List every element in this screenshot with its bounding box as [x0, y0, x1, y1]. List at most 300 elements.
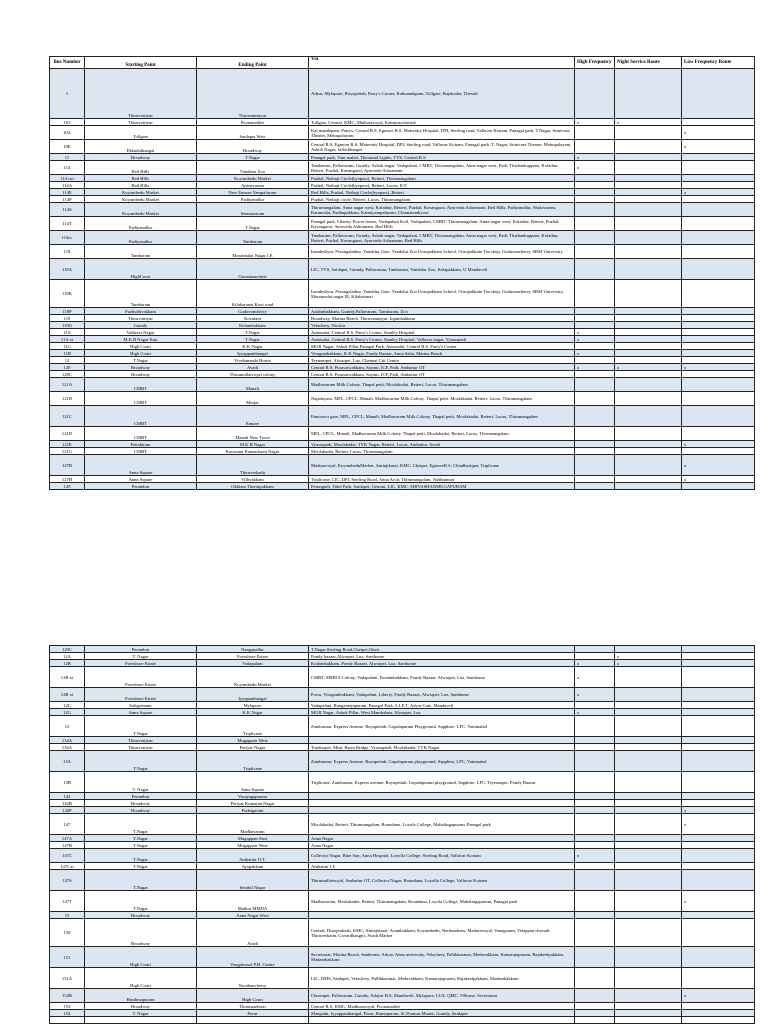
via-cell: Central R.S, KMC, Madhuravoyal, Poonamallee — [309, 1003, 575, 1010]
starting-point-cell: Koyambedu Market — [85, 196, 197, 203]
high-frequency-cell — [575, 126, 615, 140]
night-service-cell — [615, 315, 682, 322]
via-cell: Aadambakkam, Guindy,Pallavaram, Tambaram, Zoo — [309, 308, 575, 315]
ending-point-cell — [197, 1017, 309, 1024]
low-frequency-cell — [682, 737, 755, 744]
bus-number-cell: 118A — [50, 259, 85, 280]
table-row — [50, 203, 755, 217]
ending-point-cell: Villivakkam — [197, 476, 309, 483]
high-frequency-cell — [575, 441, 615, 448]
high-frequency-cell — [575, 245, 615, 259]
starting-point-cell: Padiyanallur — [85, 217, 197, 231]
starting-point-cell: High Court — [85, 350, 197, 357]
high-frequency-cell — [575, 1017, 615, 1024]
starting-point-cell: Thiruvottiyur — [85, 737, 197, 744]
via-cell: Puzhal, Nethaji Circle(byepass), Retteri, Thirumangalam — [309, 175, 575, 182]
night-service-cell — [615, 989, 682, 1003]
starting-point-cell: Foreshore Estate — [85, 667, 197, 688]
ending-point-cell: Madhavaram — [197, 814, 309, 835]
night-service-cell — [615, 441, 682, 448]
night-service-cell — [615, 245, 682, 259]
bus-number-cell: 147 — [50, 814, 85, 835]
starting-point-cell: Broadway — [85, 364, 197, 371]
via-cell: Teynampet, Alwarpet, Luz, Chennai Citi Centre — [309, 357, 575, 364]
bus-number-cell: 12B — [50, 660, 85, 667]
table-row — [50, 709, 755, 716]
high-frequency-cell — [575, 483, 615, 490]
bus-number-cell: 134A — [50, 737, 85, 744]
high-frequency-cell — [575, 357, 615, 364]
high-frequency-cell — [575, 69, 615, 119]
via-cell: Puzhal, Nethaji circle, Retteri, Lucas, Thirumangalam — [309, 196, 575, 203]
low-frequency-cell — [682, 308, 755, 315]
table-row — [50, 835, 755, 842]
bus-number-cell: 13B — [50, 772, 85, 793]
low-frequency-cell — [682, 870, 755, 891]
bus-number-cell: 114E — [50, 189, 85, 196]
night-service-cell — [615, 891, 682, 912]
starting-point-cell: Broadway — [85, 912, 197, 919]
ending-point-cell: Minjur — [197, 392, 309, 406]
table-row — [50, 947, 755, 968]
high-frequency-cell — [575, 406, 615, 427]
table-row — [50, 919, 755, 947]
table-row — [50, 751, 755, 772]
night-service-cell — [615, 863, 682, 870]
ending-point-cell: T.Nagar — [197, 154, 309, 161]
ending-point-cell: Thirumullaivoyal colony — [197, 371, 309, 378]
via-cell: Perungudi, Tidel Park, Saidapet, Gemini, LIC, KMC, SHIVASHANMUGAPURAM — [309, 483, 575, 490]
via-cell: Kodambakkam, Pondy Bazaar, Alwarpet, Luz, Santhome — [309, 660, 575, 667]
table-row — [50, 392, 755, 406]
ending-point-cell: K.K Nagar — [197, 343, 309, 350]
low-frequency-cell — [682, 483, 755, 490]
ending-point-cell: Mathur MMDA — [197, 891, 309, 912]
bus-number-cell: 147A — [50, 835, 85, 842]
low-frequency-cell: x — [682, 140, 755, 154]
high-frequency-cell — [575, 196, 615, 203]
route-rows — [50, 69, 755, 490]
low-frequency-cell — [682, 69, 755, 119]
high-frequency-cell — [575, 203, 615, 217]
bus-number-cell: 12B xt — [50, 667, 85, 688]
ending-point-cell: High Court — [197, 989, 309, 1003]
low-frequency-cell — [682, 912, 755, 919]
low-frequency-cell: x — [682, 807, 755, 814]
table-row — [50, 231, 755, 245]
via-cell: Collector Nagar, Blue Star, Anna Hospital, Loyolla College, Sterling Road, Valluvar Kottam — [309, 849, 575, 863]
low-frequency-cell — [682, 919, 755, 947]
via-cell: Ambattur I.E — [309, 863, 575, 870]
bus-number-cell: 147B — [50, 842, 85, 849]
low-frequency-cell: x — [682, 126, 755, 140]
low-frequency-cell — [682, 1017, 755, 1024]
table-row — [50, 842, 755, 849]
table-row — [50, 483, 755, 490]
via-cell: Thirumangalam, Anna nagar west, Kolathur, Retteri, Puzhal, Kavangarai, Ayurveda Ashramam, Red Hills, Padiyanallur, Sholavaram, Karanodai, Pudhupakkam, Kanniyampalayam, Chinnamadiyoor — [309, 203, 575, 217]
bus-number-cell: 142P — [50, 807, 85, 814]
low-frequency-cell — [682, 329, 755, 336]
high-frequency-cell — [575, 1010, 615, 1017]
high-frequency-cell — [575, 716, 615, 737]
low-frequency-cell — [682, 849, 755, 863]
high-frequency-cell — [575, 800, 615, 807]
starting-point-cell: Valluvar Nagar — [85, 329, 197, 336]
via-cell: MGR Nagar, Ashok Pillar, West Mambalam, Alwarpet, Luz — [309, 709, 575, 716]
ending-point-cell: Mugappair West — [197, 842, 309, 849]
night-service-cell — [615, 154, 682, 161]
bus-number-cell: 114cc — [50, 231, 85, 245]
ending-point-cell: Nanganallur — [197, 646, 309, 653]
high-frequency-cell: x — [575, 119, 615, 126]
low-frequency-cell — [682, 154, 755, 161]
starting-point-cell — [85, 1017, 197, 1024]
high-frequency-cell — [575, 231, 615, 245]
table-row — [50, 427, 755, 441]
night-service-cell — [615, 646, 682, 653]
ending-point-cell: Oorantaancheri — [197, 259, 309, 280]
night-service-cell: x — [615, 653, 682, 660]
table-row — [50, 315, 755, 322]
starting-point-cell: Tambaram — [85, 280, 197, 308]
night-service-cell — [615, 947, 682, 968]
high-frequency-cell — [575, 392, 615, 406]
night-service-cell — [615, 126, 682, 140]
night-service-cell — [615, 667, 682, 688]
high-frequency-cell — [575, 427, 615, 441]
night-service-cell — [615, 329, 682, 336]
via-cell: Panagal park, Liberty, Power house, Vadapalani Koil, Vadapalani, CMBT, Thirumangalam, Anna nagar west, Kolathur, Retteri, Puzhal, Kavangarai, Ayurveda Ashramam, Red Hills — [309, 217, 575, 231]
via-cell: Pondy bazaar,Alwarpet, Luz, Santhome — [309, 653, 575, 660]
ending-point-cell: Ayapakkam — [197, 863, 309, 870]
low-frequency-cell: x — [682, 476, 755, 483]
night-service-cell — [615, 807, 682, 814]
starting-point-cell: Koyambedu Market — [85, 189, 197, 196]
bus-number-cell: 121E — [50, 441, 85, 448]
night-service-cell — [615, 140, 682, 154]
starting-point-cell: Hasthinapuram — [85, 989, 197, 1003]
via-cell: Tambaram, Pallavaram, Guindy, Ashok nagar, Vadapalani, CMBT, Thirumangalam, Anna nagar west, Padi, Thathankuppam, Kolathur, Retteri, Puzhal, Kavangarai, Ayurveda Ashramam — [309, 161, 575, 175]
bus-number-cell: 121D — [50, 427, 85, 441]
low-frequency-cell — [682, 259, 755, 280]
table-row — [50, 378, 755, 392]
starting-point-cell: T. Nagar — [85, 772, 197, 793]
starting-point-cell: Koyambedu Market — [85, 203, 197, 217]
ending-point-cell: Okkiam Thoraipakkam — [197, 483, 309, 490]
ending-point-cell: Manali New Town — [197, 427, 309, 441]
high-frequency-cell — [575, 870, 615, 891]
high-frequency-cell — [575, 737, 615, 744]
starting-point-cell: Foreshore Estate — [85, 660, 197, 667]
bus-number-cell: 121G — [50, 448, 85, 455]
ending-point-cell: Periyar Nagar — [197, 744, 309, 751]
bus-number-cell: 150 — [50, 919, 85, 947]
ending-point-cell: T.Nagar — [197, 217, 309, 231]
header-low-frequency: Low Frequency Route — [682, 57, 755, 69]
table-row — [50, 322, 755, 329]
ending-point-cell: Koyambedu Market — [197, 667, 309, 688]
table-row — [50, 793, 755, 800]
starting-point-cell: Red Hills — [85, 161, 197, 175]
ending-point-cell: Kilakaranai Koot road — [197, 280, 309, 308]
bus-number-cell: 114S — [50, 203, 85, 217]
bus-number-cell: 121C — [50, 406, 85, 427]
bus-number-cell: 121A — [50, 378, 85, 392]
ending-point-cell: Periyar Kumaran Nagar — [197, 800, 309, 807]
bus-number-cell: 13A — [50, 751, 85, 772]
night-service-cell — [615, 751, 682, 772]
starting-point-cell: M.K.B Nagar East — [85, 336, 197, 343]
night-service-cell — [615, 308, 682, 315]
high-frequency-cell: x — [575, 161, 615, 175]
starting-point-cell: T.Nagar — [85, 849, 197, 863]
high-frequency-cell — [575, 315, 615, 322]
high-frequency-cell — [575, 793, 615, 800]
high-frequency-cell — [575, 744, 615, 751]
night-service-cell — [615, 231, 682, 245]
high-frequency-cell — [575, 989, 615, 1003]
night-service-cell — [615, 870, 682, 891]
night-service-cell — [615, 814, 682, 835]
starting-point-cell: Thiruvottiyur — [85, 744, 197, 751]
table-row — [50, 154, 755, 161]
table-row — [50, 772, 755, 793]
via-cell — [309, 793, 575, 800]
via-cell: Napalayam, MFL, CPCL, Manali, Madhavaram Milk Colony, Thapal petti, Moolakadai, Retteri, Lucas, Thirumangalam — [309, 392, 575, 406]
high-frequency-cell: x — [575, 709, 615, 716]
high-frequency-cell: x — [575, 364, 615, 371]
high-frequency-cell — [575, 378, 615, 392]
starting-point-cell: CMBT — [85, 406, 197, 427]
bus-number-cell: 151A — [50, 968, 85, 989]
via-cell: Madhavaram Milk Colony, Thapal petti, Moolakadai, Retteri, Lucas, Thirumangalam — [309, 378, 575, 392]
bus-number-cell: 12B xt — [50, 688, 85, 702]
high-frequency-cell — [575, 646, 615, 653]
high-frequency-cell — [575, 653, 615, 660]
starting-point-cell: HighCourt — [85, 259, 197, 280]
starting-point-cell: Anna Square — [85, 476, 197, 483]
via-cell: Vadapalani, Ranganrajapuram, Panagal Park, S.I.E.T, Adyar Gate, Mandaveli — [309, 702, 575, 709]
night-service-cell — [615, 772, 682, 793]
bus-number-cell: 11 — [50, 154, 85, 161]
via-cell: Irumbuliyur, Perungalathur, Vandalur Gate, Vandalur Zoo,Ooropakkam School, Ooropakkam Tea shop, Guduvancherry, SRM University — [309, 245, 575, 259]
bus-number-cell: 118P — [50, 308, 85, 315]
low-frequency-cell — [682, 315, 755, 322]
night-service-cell — [615, 483, 682, 490]
night-service-cell — [615, 793, 682, 800]
via-cell: Tambaram, Pallavaram, Guindy, Ashok nagar, Vadapalani, CMBT, Thirumangalam, Anna nagar west, Padi, Thathankuppam, Kolathur, Retteri, Puzhal, Kavangarai, Ayurveda Ashramam, Red Hills — [309, 231, 575, 245]
table-row — [50, 119, 755, 126]
ending-point-cell: Porur — [197, 1010, 309, 1017]
table-row — [50, 455, 755, 476]
low-frequency-cell — [682, 378, 755, 392]
starting-point-cell: Puzhuthivakkam — [85, 308, 197, 315]
night-service-cell — [615, 189, 682, 196]
via-cell: Tollgate, Central, KMC, Mathuravoyal, Kannyanchavadi — [309, 119, 575, 126]
route-table-page-2 — [49, 645, 755, 1024]
starting-point-cell: T. Nagar — [85, 1010, 197, 1017]
low-frequency-cell — [682, 448, 755, 455]
night-service-cell — [615, 175, 682, 182]
low-frequency-cell — [682, 688, 755, 702]
high-frequency-cell — [575, 175, 615, 182]
low-frequency-cell — [682, 835, 755, 842]
high-frequency-cell — [575, 476, 615, 483]
high-frequency-cell: x — [575, 336, 615, 343]
high-frequency-cell — [575, 280, 615, 308]
starting-point-cell: T.Nagar — [85, 357, 197, 364]
via-cell: Annasalai, Central R.S, Parry's Corner, Stanley Hospital — [309, 329, 575, 336]
low-frequency-cell — [682, 427, 755, 441]
starting-point-cell: Red Hills — [85, 175, 197, 182]
starting-point-cell: Broadway — [85, 371, 197, 378]
night-service-cell — [615, 69, 682, 119]
via-cell — [309, 737, 575, 744]
low-frequency-cell — [682, 653, 755, 660]
starting-point-cell: Red Hills — [85, 182, 197, 189]
night-service-cell — [615, 842, 682, 849]
low-frequency-cell: x — [682, 364, 755, 371]
via-cell: Irumbuliyur, Perungalathur, Vandalur Gate, Vandalur Zoo,Ooropakkam School, Ooropakkam Tea shop, Guduvancherry, SRM University, Maraimalai nagar IE, Kilakaranai — [309, 280, 575, 308]
low-frequency-cell — [682, 716, 755, 737]
ending-point-cell: Vandalur Zoo — [197, 161, 309, 175]
ending-point-cell: Seemavaram — [197, 203, 309, 217]
high-frequency-cell — [575, 322, 615, 329]
bus-number-cell: 147Cxt — [50, 863, 85, 870]
table-row — [50, 1017, 755, 1024]
low-frequency-cell — [682, 947, 755, 968]
starting-point-cell: T.Nagar — [85, 814, 197, 835]
table-row — [50, 126, 755, 140]
ending-point-cell: Anna Nagar West — [197, 912, 309, 919]
table-row — [50, 667, 755, 688]
ending-point-cell: Vinayagapuram — [197, 793, 309, 800]
starting-point-cell: Perambur — [85, 483, 197, 490]
high-frequency-cell — [575, 863, 615, 870]
via-cell: Moolakadai, Retteri, Thirumangalam, Roundana, Loyola College, Mahalingapuram, Panagal park — [309, 814, 575, 835]
bus-number-cell: 10A — [50, 126, 85, 140]
ending-point-cell: Padiyanallur — [197, 196, 309, 203]
table-row — [50, 1003, 755, 1010]
ending-point-cell: Foreshore Estate — [197, 653, 309, 660]
via-cell: T.Nagar,Sterling Road,Chetpet,Otteri — [309, 646, 575, 653]
low-frequency-cell — [682, 667, 755, 688]
high-frequency-cell — [575, 182, 615, 189]
bus-number-cell: 12G — [50, 709, 85, 716]
bus-number-cell: 154 — [50, 1010, 85, 1017]
table-row — [50, 891, 755, 912]
ending-point-cell: Ennore — [197, 406, 309, 427]
low-frequency-cell — [682, 217, 755, 231]
night-service-cell — [615, 800, 682, 807]
low-frequency-cell: x — [682, 441, 755, 448]
ending-point-cell: T.Nagar — [197, 336, 309, 343]
high-frequency-cell — [575, 772, 615, 793]
bus-number-cell: 147C — [50, 849, 85, 863]
route-table-page-1 — [49, 56, 755, 490]
night-service-cell — [615, 702, 682, 709]
via-cell: Maduravoyal, KoyambeduMarket, Aminjikarai, KMC, Chetpet, EgmoreR.S, Chindhatripet, Triplicane — [309, 455, 575, 476]
night-service-cell — [615, 406, 682, 427]
starting-point-cell: T.Nagar — [85, 891, 197, 912]
via-cell: Chrompet, Pallavaram, Guindy, Adayar B.S, Mandaveli, Mylapore, LUZ, QMC, VHouse, Secretariat — [309, 989, 575, 1003]
via-cell: LIC, DMS, Saidapet, Velachery, Pallikkaranai, Medavakkam, Kamarajapuram, Rajakeelpakkam, Madambakkam — [309, 968, 575, 989]
bus-number-cell: 153 — [50, 1003, 85, 1010]
bus-number-cell: 12 — [50, 357, 85, 364]
ending-point-cell: Iyyappanthangal — [197, 350, 309, 357]
table-row — [50, 702, 755, 709]
high-frequency-cell — [575, 343, 615, 350]
night-service-cell — [615, 161, 682, 175]
via-cell: Panagal park, Vani mahal, Thousand Lights, TVS, Central R.S — [309, 154, 575, 161]
bus-number-cell: 114P — [50, 196, 85, 203]
high-frequency-cell: x — [575, 849, 615, 863]
high-frequency-cell: x — [575, 660, 615, 667]
high-frequency-cell — [575, 189, 615, 196]
starting-point-cell: High Court — [85, 968, 197, 989]
table-row — [50, 280, 755, 308]
high-frequency-cell — [575, 947, 615, 968]
high-frequency-cell — [575, 842, 615, 849]
low-frequency-cell — [682, 245, 755, 259]
ending-point-cell: Guduvancherry — [197, 308, 309, 315]
low-frequency-cell: x — [682, 455, 755, 476]
low-frequency-cell — [682, 203, 755, 217]
table-row — [50, 989, 755, 1003]
via-cell: Moolakadai, Retteri, Lucas, Thirumangalam — [309, 448, 575, 455]
ending-point-cell: Thirumazhisai — [197, 1003, 309, 1010]
ending-point-cell: Maraimalai Nagar I.E — [197, 245, 309, 259]
low-frequency-cell — [682, 1003, 755, 1010]
high-frequency-cell — [575, 968, 615, 989]
header-bus-number: Bus Number — [50, 57, 85, 69]
night-service-cell — [615, 336, 682, 343]
via-cell: Secretariat, Marina Beach, Santhome, Adyar, Anna university, Velachery, Pallikkaranai, Medavakkam, Kamarajapuram, Rajakeelpakkam, Madambakkam — [309, 947, 575, 968]
starting-point-cell: T.Nagar — [85, 716, 197, 737]
night-service-cell — [615, 919, 682, 947]
ending-point-cell: Avadi — [197, 919, 309, 947]
bus-number-cell: 119 — [50, 315, 85, 322]
bus-number-cell: 120C — [50, 371, 85, 378]
table-row — [50, 245, 755, 259]
via-cell: Adyar, Mylapore, Royapettah, Parry's Corner, Kalmandapam, Tollgate, Rajakadai, Theradi — [309, 69, 575, 119]
via-cell: Anna Nagar — [309, 842, 575, 849]
low-frequency-cell — [682, 751, 755, 772]
bus-number-cell: 119G — [50, 322, 85, 329]
via-cell: Central R.S, Egmore R.S, Maternity Hospital, DPI, Sterling road, Valluvar Kottam, Panagal park, T. Nagar, Srinivasa Theater, Mettupalayam, Ashok Nagar, Jaffarkhanpet — [309, 140, 575, 154]
night-service-cell — [615, 476, 682, 483]
bus-number-cell: 114T — [50, 217, 85, 231]
bus-number-cell: 142B — [50, 800, 85, 807]
high-frequency-cell — [575, 814, 615, 835]
bus-number-cell: 127H — [50, 476, 85, 483]
header-high-frequency: High Frequency — [575, 57, 615, 69]
ending-point-cell: Iyyapanthangal — [197, 688, 309, 702]
high-frequency-cell — [575, 751, 615, 772]
low-frequency-cell — [682, 175, 755, 182]
ending-point-cell: Puthagaram — [197, 807, 309, 814]
high-frequency-cell: x — [575, 350, 615, 357]
bus-number-cell: 129 — [50, 483, 85, 490]
high-frequency-cell — [575, 807, 615, 814]
via-cell: Red Hills, Puzhal, Nethaji Circle(byepass), Retteri — [309, 189, 575, 196]
bus-number-cell: 101 — [50, 119, 85, 126]
starting-point-cell: Perambur — [85, 793, 197, 800]
high-frequency-cell — [575, 919, 615, 947]
high-frequency-cell: x — [575, 329, 615, 336]
low-frequency-cell — [682, 660, 755, 667]
night-service-cell — [615, 392, 682, 406]
